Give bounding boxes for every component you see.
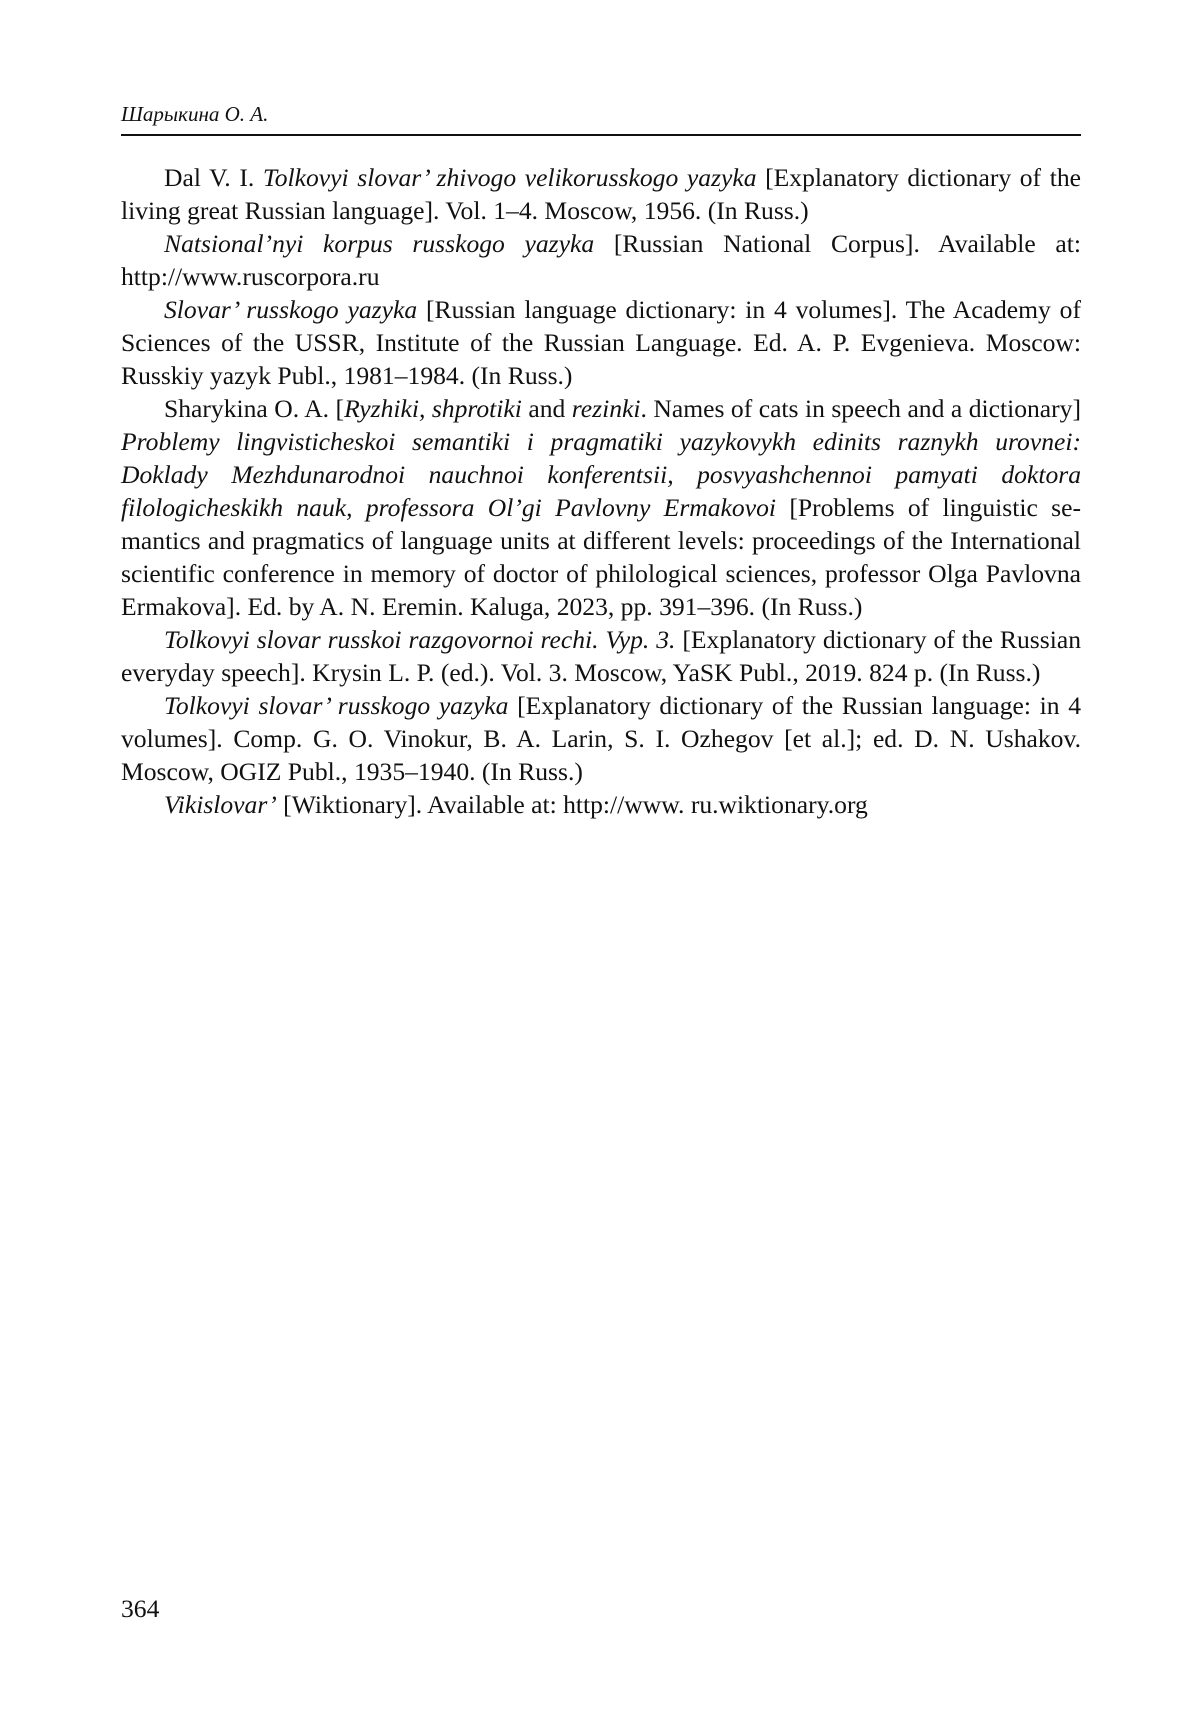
reference-title: Tolkovyi slovar’ russkogo yazyka [164,691,509,720]
reference-text: [Explanatory dictionary of the Russian everyday speech]. Krysin L. P. (ed.). Vol. 3. Moscow, YaSK Publ., 2019. 824 p. (In Russ.) [121,625,1081,687]
reference-entry [121,227,1081,293]
reference-title: Slovar’ russkogo yazyka [164,295,418,324]
reference-text: [Russian language dictionary: in 4 volumes]. The Academy of Sciences of the USSR, Institute of the Russian Language. Ed. A. P. Evgenieva. Moscow: Russkiy yazyk Publ., 1981–1984. (In Russ.) [121,295,1081,390]
reference-entry [121,689,1081,788]
reference-entry [121,788,1081,821]
reference-text: [Explanatory dictionary of the living great Russian language]. Vol. 1–4. Moscow, 1956. (In Russ.) [121,163,1081,225]
running-head: Шарыкина О. А. [121,102,269,126]
reference-text: Sharykina O. A. [ [164,394,345,423]
reference-entry [121,623,1081,689]
reference-title: Natsional’nyi korpus russkogo yazyka [164,229,595,258]
reference-title: Tolkovyi slovar’ zhivogo velikorusskogo yazyka [262,163,757,192]
reference-title: Tolkovyi slovar russkoi razgovornoi rechi. Vyp. 3. [164,625,676,654]
page-number: 364 [121,1594,160,1623]
reference-entry [121,161,1081,227]
reference-entry [121,392,1081,623]
reference-text: . Names of cats in speech and a dictionary] [640,394,1081,423]
header-rule [121,134,1081,136]
reference-title: Vikislovar’ [164,790,277,819]
reference-title: Ryzhiki, shprotiki [344,394,522,423]
reference-text: [Problems of linguistic semantics and pragmatics of language units at different levels: proceedings of the International scientific conference in memory of doctor of philological sciences, professor Olga Pavlovna Ermakova]. Ed. by A. N. Eremin. Kaluga, 2023, pp. 391–396. (In Russ.) [121,493,1081,621]
reference-text: [Russian National Corpus]. Available at: http://www.ruscorpora.ru [121,229,1081,291]
reference-title: Problemy lingvisticheskoi semantiki i pragmatiki yazykovykh edinits raznykh urovnei: Doklady Mezhdunarodnoi nauchnoi konferentsii, posvyashchennoi pamyati doktora filologicheskikh nauk, professora Ol’gi Pavlovny Ermakovoi [121,427,1081,522]
reference-text: [Wiktionary]. Available at: http://www. ru.wiktionary.org [276,790,868,819]
reference-title: rezinki [571,394,641,423]
reference-text: Dal V. I. [164,163,263,192]
reference-text: [Explanatory dictionary of the Russian language: in 4 volumes]. Comp. G. O. Vinokur, B. A. Larin, S. I. Ozhegov [et al.]; ed. D. N. Ushakov. Moscow, OGIZ Publ., 1935–1940. (In Russ.) [121,691,1082,786]
reference-entry [121,293,1081,392]
reference-list [121,161,1081,821]
reference-text: and [521,394,572,423]
